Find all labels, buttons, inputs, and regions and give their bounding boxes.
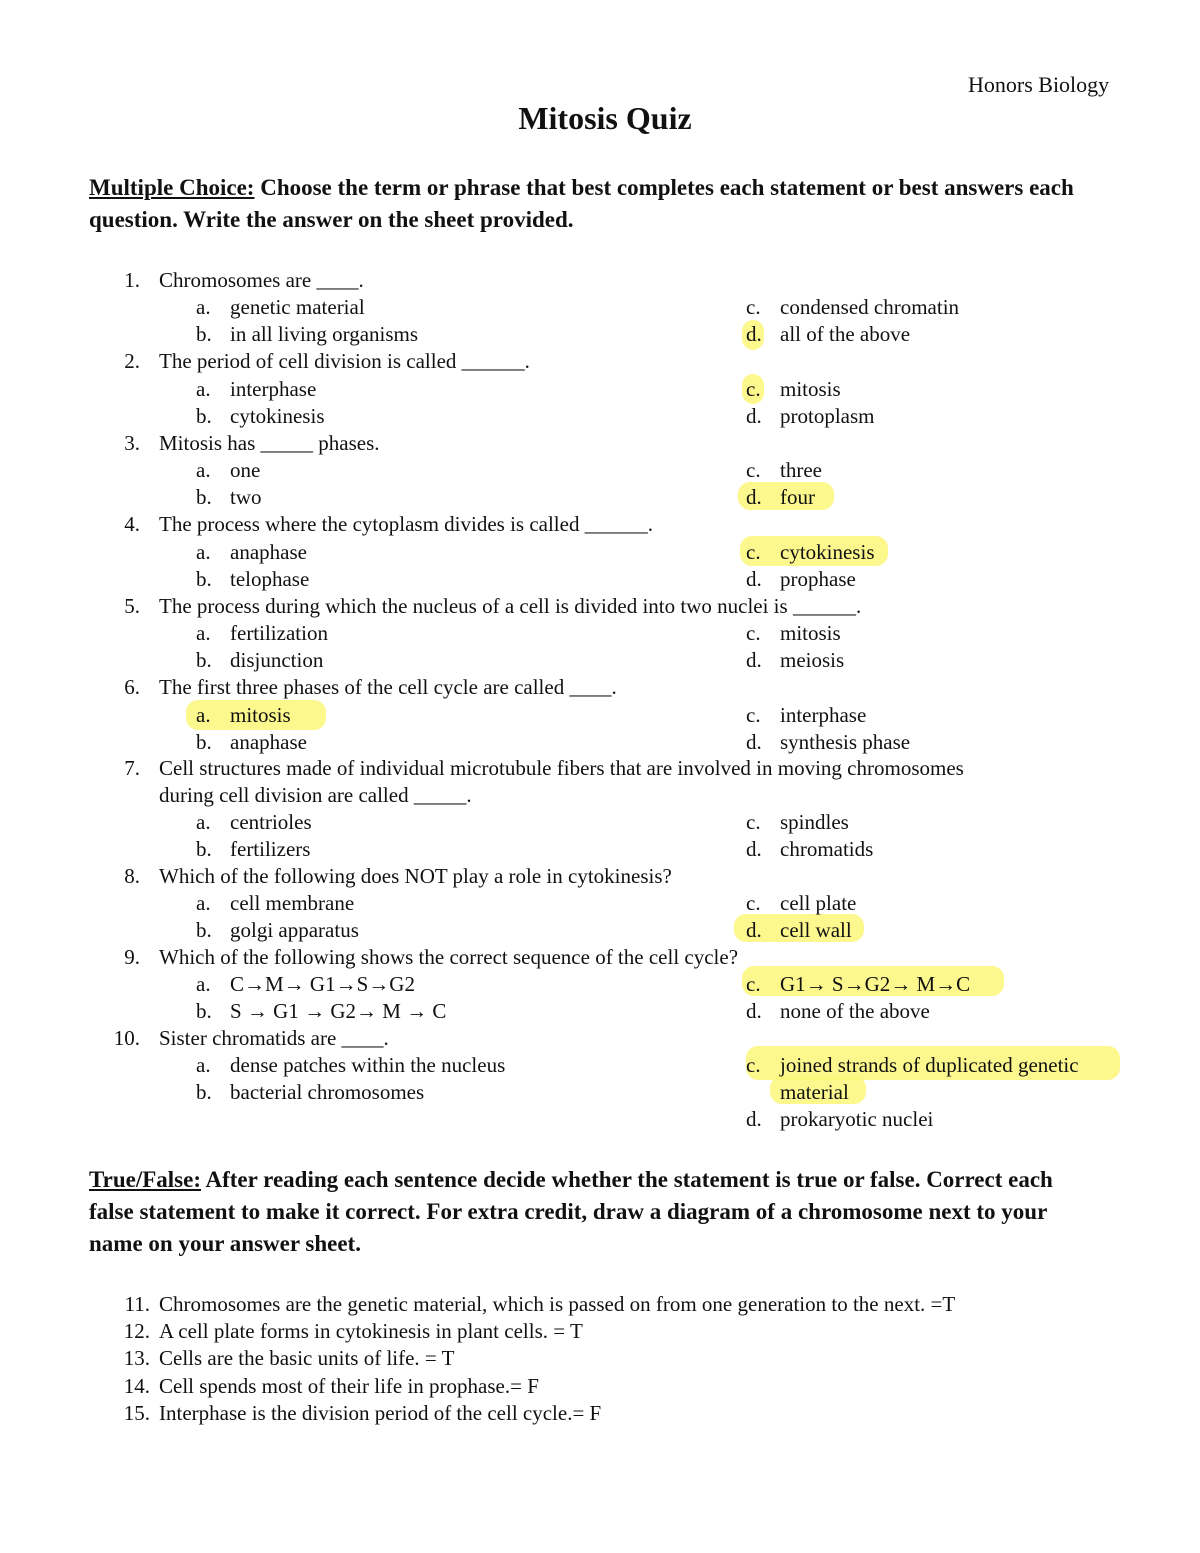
- tf-number: 14.: [123, 1374, 150, 1398]
- option-a: mitosis: [230, 703, 291, 727]
- option-c: joined strands of duplicated genetic: [780, 1053, 1079, 1077]
- option-a: C→M→ G1→S→G2: [230, 972, 415, 996]
- option-b: disjunction: [230, 648, 324, 672]
- option-b: golgi apparatus: [230, 918, 359, 942]
- option-d: synthesis phase: [780, 730, 911, 754]
- option-b: anaphase: [230, 730, 307, 754]
- option-c: mitosis: [780, 377, 841, 401]
- option-letter-a: a.: [196, 1053, 211, 1077]
- option-letter-a: a.: [196, 295, 211, 319]
- option-b: in all living organisms: [230, 322, 419, 346]
- option-letter-c: c.: [746, 458, 761, 482]
- option-c: condensed chromatin: [780, 295, 960, 319]
- option-c: three: [780, 458, 822, 482]
- question-text-line2: during cell division are called _____.: [159, 783, 472, 807]
- option-c: interphase: [780, 703, 867, 727]
- mc-instructions-text: Choose the term or phrase that best completes each statement or best answers each question. Write the answer on the sheet provided.: [89, 175, 1074, 232]
- tf-instructions-text: After reading each sentence decide whether the statement is true or false. Correct each false statement to make it correct. For extra credit, draw a diagram of a chromosome next to your name on your answer sheet.: [89, 1167, 1053, 1256]
- tf-text: A cell plate forms in cytokinesis in plant cells. = T: [159, 1319, 583, 1343]
- option-a: cell membrane: [230, 891, 355, 915]
- option-letter-c: c.: [746, 540, 761, 564]
- option-c: mitosis: [780, 621, 841, 645]
- option-letter-a: a.: [196, 377, 211, 401]
- option-d: prophase: [780, 567, 856, 591]
- option-d: meiosis: [780, 648, 845, 672]
- option-d: cell wall: [780, 918, 852, 942]
- option-a: interphase: [230, 377, 317, 401]
- option-letter-b: b.: [196, 567, 212, 591]
- question-text: The first three phases of the cell cycle are called ____.: [159, 675, 617, 699]
- option-letter-a: a.: [196, 703, 211, 727]
- option-letter-b: b.: [196, 485, 212, 509]
- option-c: cytokinesis: [780, 540, 875, 564]
- option-letter-d: d.: [746, 918, 762, 942]
- option-b: bacterial chromosomes: [230, 1080, 425, 1104]
- option-letter-b: b.: [196, 730, 212, 754]
- tf-instructions: [89, 1164, 1099, 1260]
- option-letter-d: d.: [746, 322, 762, 346]
- option-c: spindles: [780, 810, 849, 834]
- option-letter-c: c.: [746, 1053, 761, 1077]
- option-letter-d: d.: [746, 485, 762, 509]
- question-text: The process where the cytoplasm divides is called ______.: [159, 512, 653, 536]
- mc-instructions: [89, 172, 1099, 236]
- option-c: cell plate: [780, 891, 857, 915]
- option-letter-a: a.: [196, 540, 211, 564]
- mc-heading: Multiple Choice:: [89, 175, 255, 200]
- option-letter-d: d.: [746, 404, 762, 428]
- option-letter-d: d.: [746, 648, 762, 672]
- option-letter-a: a.: [196, 891, 211, 915]
- question-text: Which of the following does NOT play a role in cytokinesis?: [159, 864, 672, 888]
- option-letter-a: a.: [196, 458, 211, 482]
- question-text: The period of cell division is called ______.: [159, 349, 530, 373]
- option-b: fertilizers: [230, 837, 311, 861]
- option-letter-a: a.: [196, 621, 211, 645]
- question-number: 1.: [124, 268, 140, 292]
- question-text: Cell structures made of individual microtubule fibers that are involved in moving chromosomes: [159, 756, 964, 780]
- option-a: centrioles: [230, 810, 312, 834]
- option-letter-d: d.: [746, 567, 762, 591]
- option-letter-b: b.: [196, 322, 212, 346]
- option-b: cytokinesis: [230, 404, 325, 428]
- course-name: Honors Biology: [968, 72, 1110, 97]
- question-text: Chromosomes are ____.: [159, 268, 364, 292]
- question-number: 8.: [124, 864, 140, 888]
- option-d: none of the above: [780, 999, 930, 1023]
- tf-number: 12.: [123, 1319, 150, 1343]
- tf-text: Interphase is the division period of the cell cycle.= F: [159, 1401, 602, 1425]
- question-number: 6.: [124, 675, 140, 699]
- page-title: Mitosis Quiz: [518, 100, 692, 136]
- option-letter-a: a.: [196, 810, 211, 834]
- option-c-line2: material: [780, 1080, 849, 1104]
- option-letter-c: c.: [746, 810, 761, 834]
- option-letter-a: a.: [196, 972, 211, 996]
- question-text: Mitosis has _____ phases.: [159, 431, 380, 455]
- question-number: 4.: [124, 512, 140, 536]
- question-text: Which of the following shows the correct sequence of the cell cycle?: [159, 945, 739, 969]
- tf-number: 13.: [123, 1346, 150, 1370]
- option-letter-d: d.: [746, 999, 762, 1023]
- option-c: G1→ S→G2→ M→C: [780, 972, 971, 996]
- option-d: four: [780, 485, 815, 509]
- option-d: chromatids: [780, 837, 874, 861]
- option-letter-d: d.: [746, 730, 762, 754]
- option-b: S → G1 → G2→ M → C: [230, 999, 447, 1023]
- tf-number: 15.: [123, 1401, 150, 1425]
- tf-text: Chromosomes are the genetic material, which is passed on from one generation to the next. =T: [159, 1292, 956, 1316]
- option-d: all of the above: [780, 322, 911, 346]
- question-number: 7.: [124, 756, 140, 780]
- option-letter-b: b.: [196, 999, 212, 1023]
- question-number: 2.: [124, 349, 140, 373]
- tf-number: 11.: [124, 1292, 150, 1316]
- option-letter-c: c.: [746, 377, 761, 401]
- question-number: 10.: [113, 1026, 140, 1050]
- option-letter-d: d.: [746, 1107, 762, 1131]
- option-d: protoplasm: [780, 404, 875, 428]
- tf-text: Cell spends most of their life in prophase.= F: [159, 1374, 539, 1398]
- option-letter-c: c.: [746, 891, 761, 915]
- option-letter-b: b.: [196, 404, 212, 428]
- option-letter-c: c.: [746, 972, 761, 996]
- option-a: dense patches within the nucleus: [230, 1053, 506, 1077]
- tf-heading: True/False:: [89, 1167, 201, 1192]
- option-letter-d: d.: [746, 837, 762, 861]
- option-b: two: [230, 485, 262, 509]
- question-number: 5.: [124, 594, 140, 618]
- question-number: 3.: [124, 431, 140, 455]
- option-letter-c: c.: [746, 703, 761, 727]
- question-number: 9.: [124, 945, 140, 969]
- option-letter-c: c.: [746, 621, 761, 645]
- option-a: anaphase: [230, 540, 307, 564]
- option-d: prokaryotic nuclei: [780, 1107, 934, 1131]
- option-letter-b: b.: [196, 648, 212, 672]
- tf-text: Cells are the basic units of life. = T: [159, 1346, 455, 1370]
- option-a: one: [230, 458, 261, 482]
- question-text: The process during which the nucleus of a cell is divided into two nuclei is ______.: [159, 594, 862, 618]
- option-a: genetic material: [230, 295, 365, 319]
- question-text: Sister chromatids are ____.: [159, 1026, 389, 1050]
- option-letter-c: c.: [746, 295, 761, 319]
- option-letter-b: b.: [196, 837, 212, 861]
- option-b: telophase: [230, 567, 310, 591]
- option-letter-b: b.: [196, 918, 212, 942]
- option-letter-b: b.: [196, 1080, 212, 1104]
- option-a: fertilization: [230, 621, 328, 645]
